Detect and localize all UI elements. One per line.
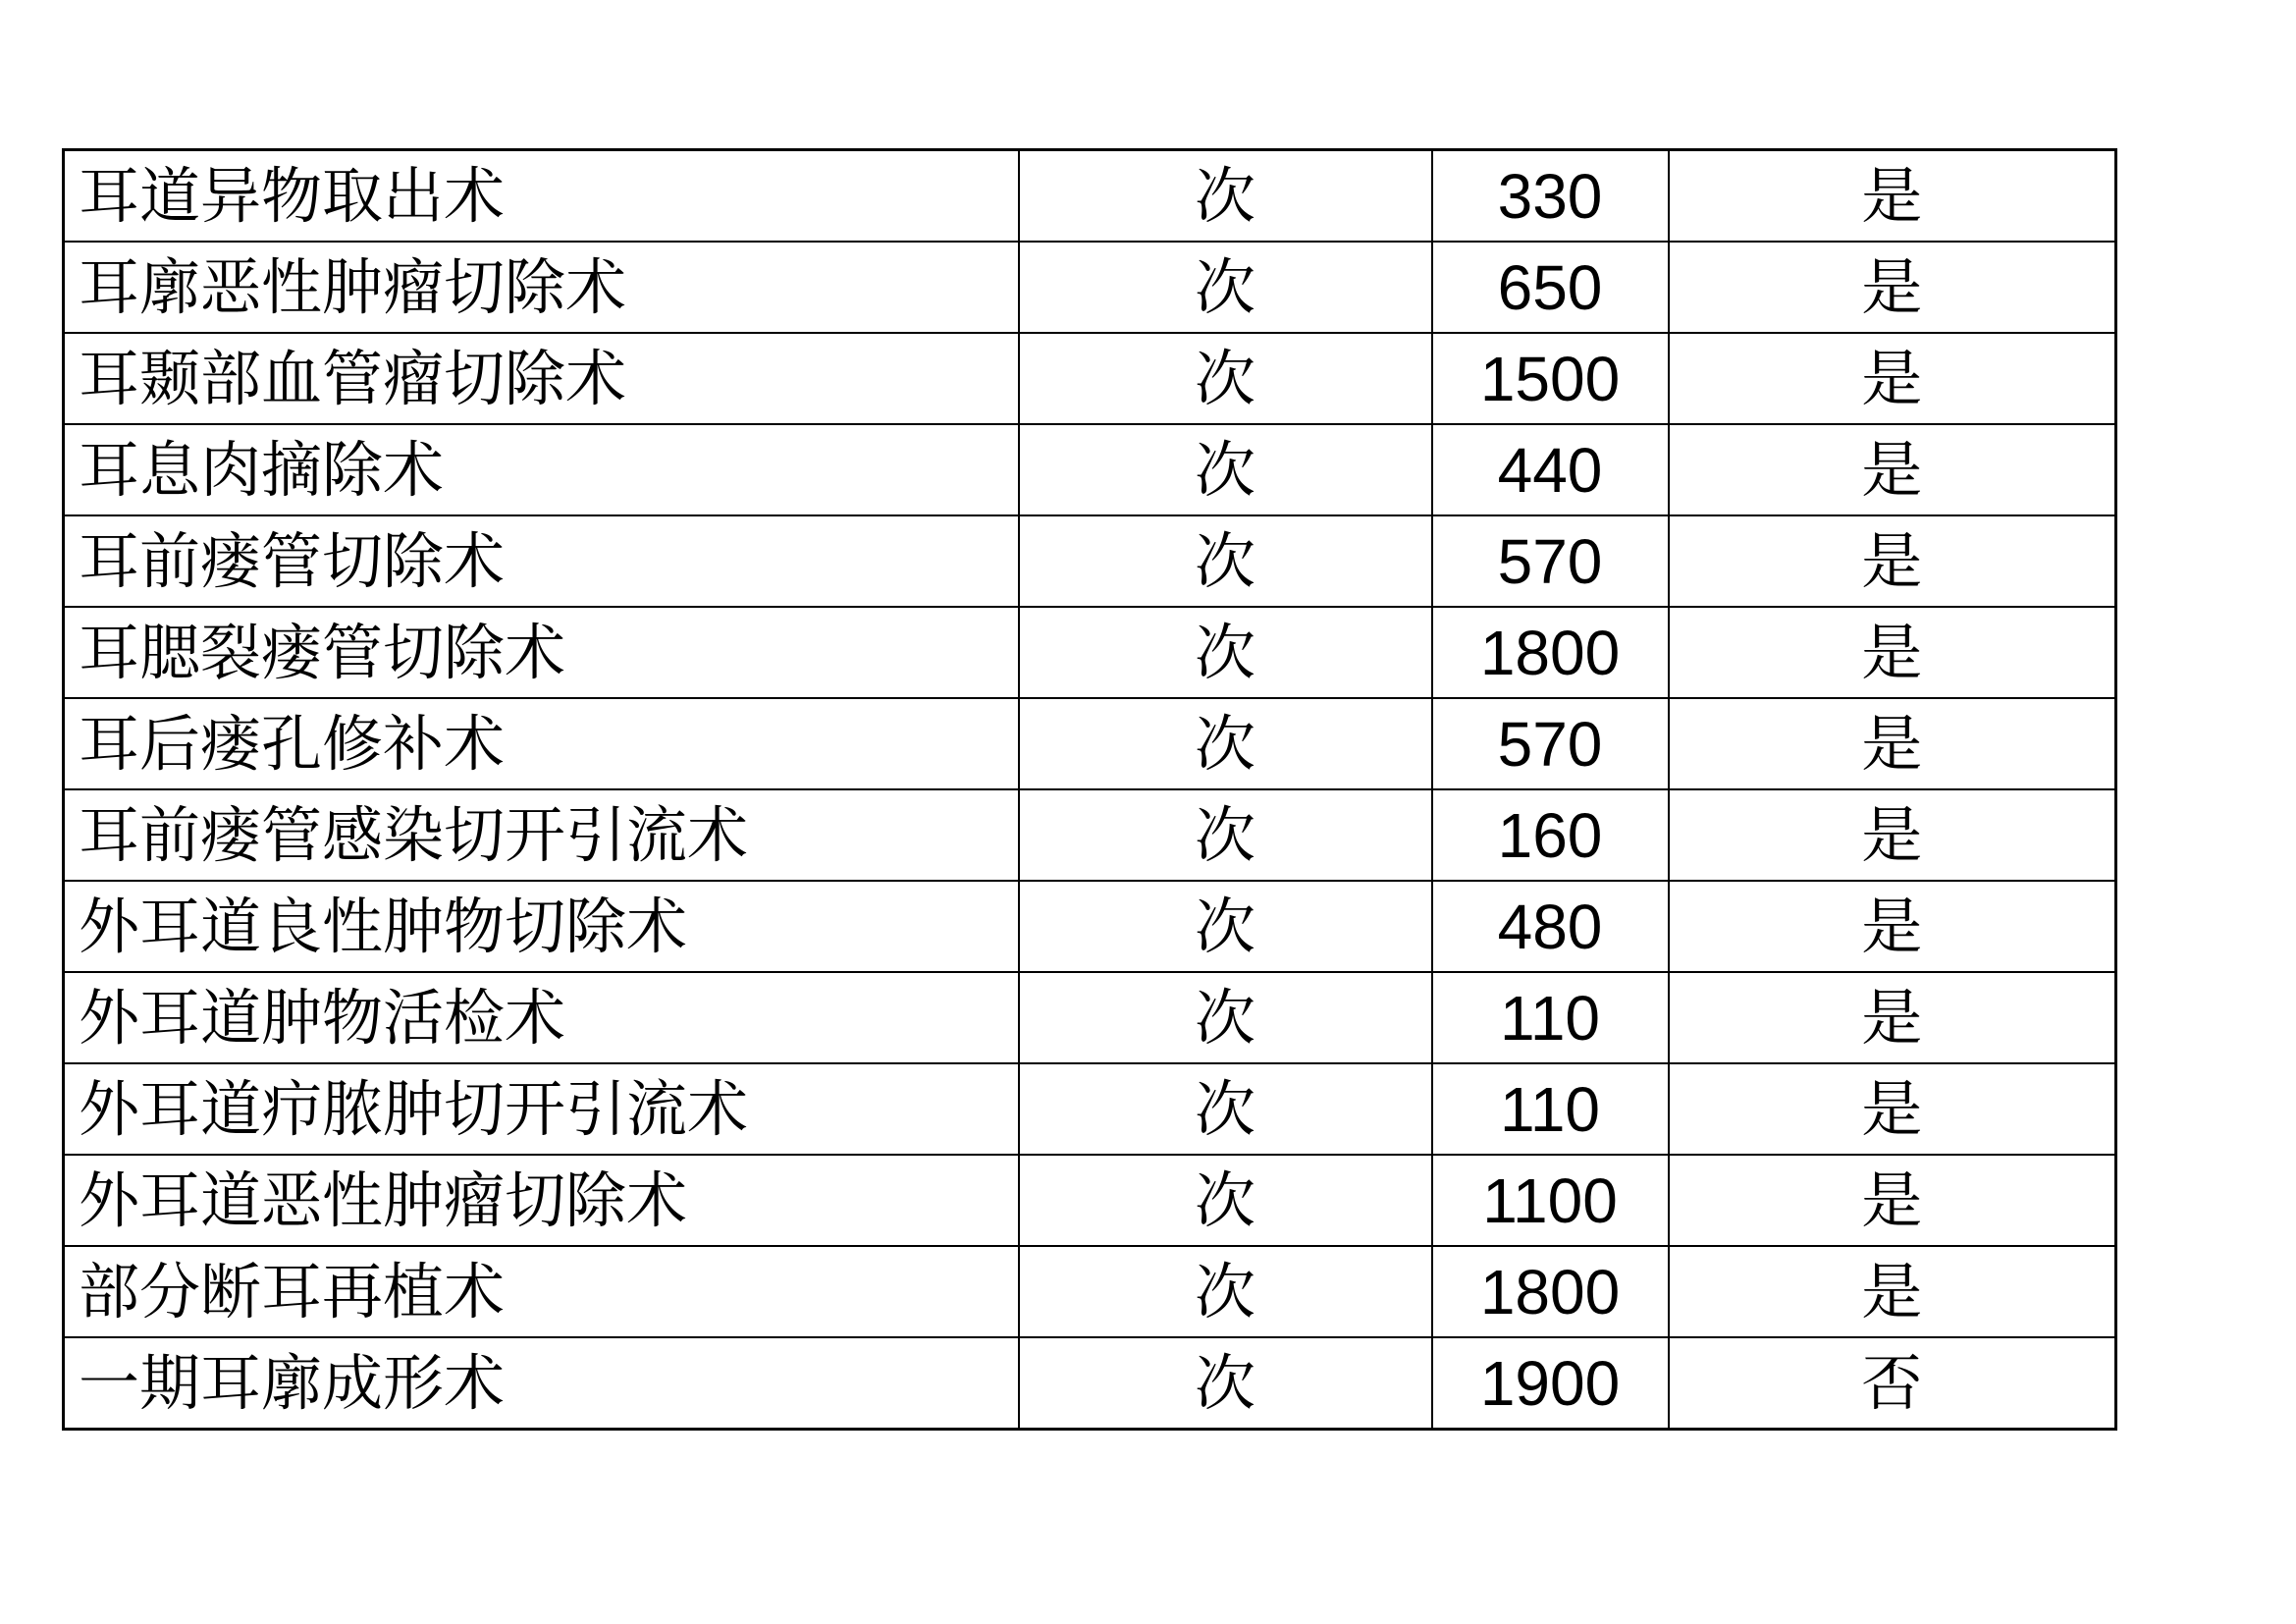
price-cell: 160 — [1432, 789, 1669, 881]
flag-cell: 是 — [1669, 789, 2116, 881]
procedure-name-cell: 耳前瘘管感染切开引流术 — [64, 789, 1019, 881]
table-row — [64, 150, 2116, 243]
price-cell: 1100 — [1432, 1155, 1669, 1246]
procedure-name-cell: 外耳道肿物活检术 — [64, 972, 1019, 1063]
procedure-name-cell: 外耳道恶性肿瘤切除术 — [64, 1155, 1019, 1246]
unit-cell: 次 — [1019, 1246, 1432, 1337]
flag-cell: 是 — [1669, 242, 2116, 333]
table-row — [64, 424, 2116, 515]
flag-cell: 是 — [1669, 698, 2116, 789]
unit-cell: 次 — [1019, 515, 1432, 607]
price-cell: 110 — [1432, 972, 1669, 1063]
table-row — [64, 972, 2116, 1063]
unit-cell: 次 — [1019, 242, 1432, 333]
table-row — [64, 333, 2116, 424]
price-cell: 650 — [1432, 242, 1669, 333]
table-row — [64, 1063, 2116, 1155]
flag-cell: 是 — [1669, 1063, 2116, 1155]
unit-cell: 次 — [1019, 424, 1432, 515]
unit-cell: 次 — [1019, 698, 1432, 789]
unit-cell: 次 — [1019, 972, 1432, 1063]
unit-cell: 次 — [1019, 150, 1432, 243]
table-row — [64, 242, 2116, 333]
table-row — [64, 1337, 2116, 1430]
price-cell: 110 — [1432, 1063, 1669, 1155]
table-row — [64, 789, 2116, 881]
flag-cell: 是 — [1669, 424, 2116, 515]
unit-cell: 次 — [1019, 789, 1432, 881]
unit-cell: 次 — [1019, 1337, 1432, 1430]
flag-cell: 否 — [1669, 1337, 2116, 1430]
unit-cell: 次 — [1019, 1155, 1432, 1246]
procedure-name-cell: 耳道异物取出术 — [64, 150, 1019, 243]
table-row — [64, 1155, 2116, 1246]
procedure-name-cell: 外耳道良性肿物切除术 — [64, 881, 1019, 972]
procedure-name-cell: 耳息肉摘除术 — [64, 424, 1019, 515]
flag-cell: 是 — [1669, 881, 2116, 972]
table-row — [64, 1246, 2116, 1337]
procedure-name-cell: 耳后瘘孔修补术 — [64, 698, 1019, 789]
price-cell: 440 — [1432, 424, 1669, 515]
unit-cell: 次 — [1019, 333, 1432, 424]
procedure-name-cell: 外耳道疖脓肿切开引流术 — [64, 1063, 1019, 1155]
procedure-name-cell: 耳腮裂瘘管切除术 — [64, 607, 1019, 698]
flag-cell: 是 — [1669, 150, 2116, 243]
price-cell: 480 — [1432, 881, 1669, 972]
procedure-name-cell: 部分断耳再植术 — [64, 1246, 1019, 1337]
flag-cell: 是 — [1669, 607, 2116, 698]
flag-cell: 是 — [1669, 515, 2116, 607]
table-row — [64, 881, 2116, 972]
flag-cell: 是 — [1669, 333, 2116, 424]
flag-cell: 是 — [1669, 1155, 2116, 1246]
price-cell: 1500 — [1432, 333, 1669, 424]
table-row — [64, 607, 2116, 698]
procedure-name-cell: 耳前瘘管切除术 — [64, 515, 1019, 607]
procedure-name-cell: 一期耳廓成形术 — [64, 1337, 1019, 1430]
flag-cell: 是 — [1669, 1246, 2116, 1337]
price-cell: 330 — [1432, 150, 1669, 243]
price-cell: 570 — [1432, 698, 1669, 789]
procedure-name-cell: 耳廓恶性肿瘤切除术 — [64, 242, 1019, 333]
unit-cell: 次 — [1019, 607, 1432, 698]
procedure-name-cell: 耳颞部血管瘤切除术 — [64, 333, 1019, 424]
price-cell: 570 — [1432, 515, 1669, 607]
flag-cell: 是 — [1669, 972, 2116, 1063]
procedure-price-table — [62, 148, 2117, 1431]
price-cell: 1800 — [1432, 1246, 1669, 1337]
table-row — [64, 515, 2116, 607]
unit-cell: 次 — [1019, 1063, 1432, 1155]
price-cell: 1900 — [1432, 1337, 1669, 1430]
table-row — [64, 698, 2116, 789]
unit-cell: 次 — [1019, 881, 1432, 972]
price-cell: 1800 — [1432, 607, 1669, 698]
